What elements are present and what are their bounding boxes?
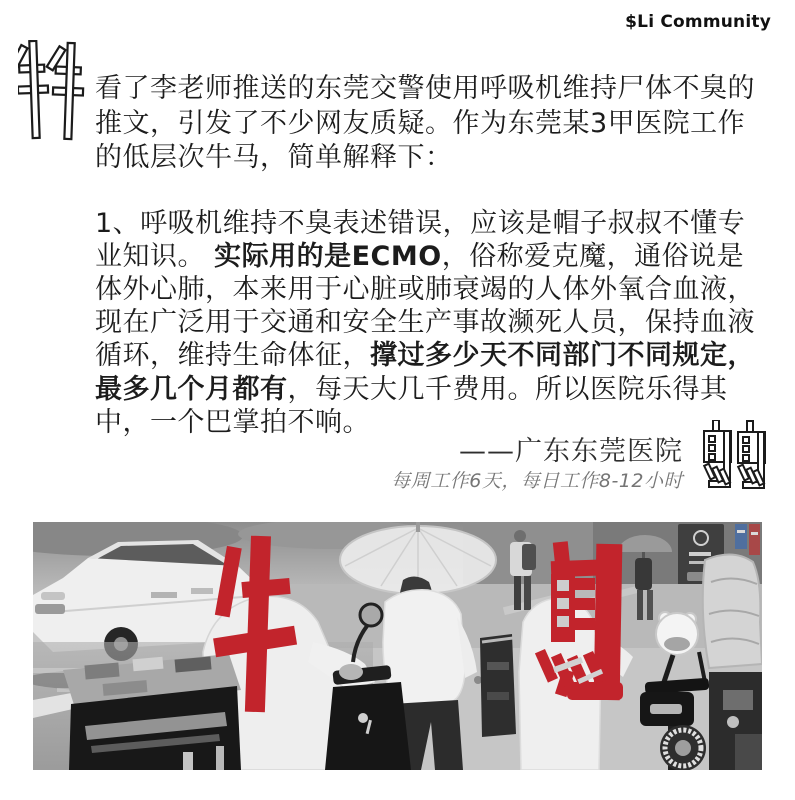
p2-seg4-bold: 撑过多少天不同部门不同规定，最多几个月都有 — [95, 340, 755, 405]
p2-seg3: ，俗称爱克魔，通俗说是体外心肺，本来用于心脏或肺衰竭的人体外氧合血液，现在广泛用于交通和安全生产事故濒死人员，保持血液循环，维持生命体征， — [95, 240, 755, 372]
p2-seg5: ，每天大几千费用。所以医院乐得其中，一个巴掌拍不响。 — [95, 373, 728, 438]
street-photo — [33, 522, 762, 770]
brand-watermark: $Li Community — [625, 12, 771, 32]
attribution: ——广东东莞医院 — [459, 436, 683, 467]
attribution-note: 每周工作6天，每日工作8-12小时 — [391, 470, 683, 492]
cargo-box-right — [480, 634, 516, 737]
ma-pair-outline-glyph — [703, 420, 769, 508]
wrapped-cargo-bundle — [703, 554, 762, 770]
delivery-box — [63, 654, 241, 770]
paragraph-intro: 看了李老师推送的东莞交警使用呼吸机维持尸体不臭的推文，引发了不少网友质疑。作为东莞某3甲医院工作的低层次牛马，简单解释下： — [95, 73, 755, 174]
niu-pair-outline-glyph — [18, 40, 86, 142]
p2-seg1: 1、呼吸机维持不臭表述错误，应该是帽子叔叔不懂专业知识。 — [95, 207, 746, 272]
p2-seg2-bold: 实际用的是ECMO — [214, 240, 442, 272]
white-helmet — [656, 612, 698, 655]
article-text — [95, 72, 755, 439]
paragraph-explanation — [95, 207, 755, 439]
